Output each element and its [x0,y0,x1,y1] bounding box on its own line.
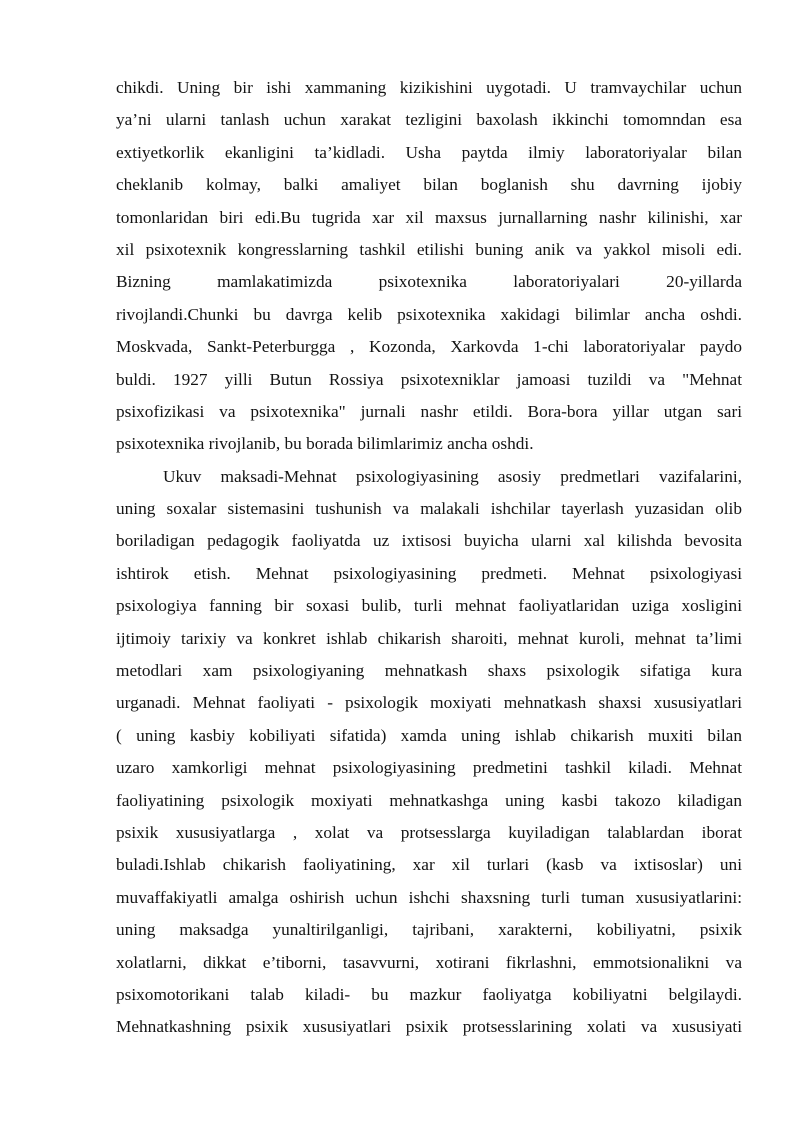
text-line: extiyetkorlik ekanligini ta’kidladi. Usha paytda ilmiy laboratoriyalar bilan [116,142,742,162]
text-line: metodlari xam psixologiyaning mehnatkash shaxs psixologik sifatiga kura [116,661,742,681]
text-line: buladi.Ishlab chikarish faoliyatining, xar xil turlari (kasb va ixtisoslar) uni [116,855,742,875]
text-line: rivojlandi.Chunki bu davrga kelib psixotexnika xakidagi bilimlar ancha oshdi. [116,304,742,324]
document-body [116,72,742,1044]
text-line: uzaro xamkorligi mehnat psixologiyasining predmetini tashkil kiladi. Mehnat [116,758,742,778]
text-line: xil psixotexnik kongresslarning tashkil etilishi buning anik va yakkol misoli edi. [116,239,742,259]
text-line: ya’ni ularni tanlash uchun xarakat tezligini baxolash ikkinchi tomomndan esa [116,110,742,130]
text-line: boriladigan pedagogik faoliyatda uz ixtisosi buyicha ularni xal kilishda bevosita [116,531,742,551]
text-line: buldi. 1927 yilli Butun Rossiya psixotexniklar jamoasi tuzildi va "Mehnat [116,369,742,389]
text-line: uning maksadga yunaltirilganligi, tajribani, xarakterni, kobiliyatni, psixik [116,920,742,940]
text-line: ( uning kasbiy kobiliyati sifatida) xamda uning ishlab chikarish muxiti bilan [116,725,742,745]
text-line: psixofizikasi va psixotexnika" jurnali nashr etildi. Bora-bora yillar utgan sari [116,401,742,421]
text-line: psixomotorikani talab kiladi- bu mazkur faoliyatga kobiliyatni belgilaydi. [116,984,742,1004]
text-line: psixologiya fanning bir soxasi bulib, turli mehnat faoliyatlaridan uziga xosligini [116,596,742,616]
text-line: ijtimoiy tarixiy va konkret ishlab chikarish sharoiti, mehnat kuroli, mehnat ta’limi [116,628,742,648]
paragraph-subject [116,461,742,1044]
text-line: tomonlaridan biri edi.Bu tugrida xar xil maxsus jurnallarning nashr kilinishi, xar [116,207,742,227]
text-line: psixik xususiyatlarga , xolat va protsesslarga kuyiladigan talablardan iborat [116,822,742,842]
text-line: Bizning mamlakatimizda psixotexnika laboratoriyalari 20-yillarda [116,272,742,292]
text-line: muvaffakiyatli amalga oshirish uchun ishchi shaxsning turli tuman xususiyatlarini: [116,887,742,907]
paragraph-history [116,72,742,461]
text-line: xolatlarni, dikkat e’tiborni, tasavvurni, xotirani fikrlashni, emmotsionalikni va [116,952,742,972]
text-line: Moskvada, Sankt-Peterburgga , Kozonda, Xarkovda 1-chi laboratoriyalar paydo [116,337,742,357]
text-line: uning soxalar sistemasini tushunish va malakali ishchilar tayerlash yuzasidan olib [116,499,742,519]
text-line: Ukuv maksadi-Mehnat psixologiyasining asosiy predmetlari vazifalarini, [163,466,742,486]
text-line: ishtirok etish. Mehnat psixologiyasining predmeti. Mehnat psixologiyasi [116,563,742,583]
text-line: cheklanib kolmay, balki amaliyet bilan boglanish shu davrning ijobiy [116,175,742,195]
text-line: Mehnatkashning psixik xususiyatlari psixik protsesslarining xolati va xususiyati [116,1017,742,1037]
text-line: psixotexnika rivojlanib, bu borada bilimlarimiz ancha oshdi. [116,434,534,454]
text-line: chikdi. Uning bir ishi xammaning kizikishini uygotadi. U tramvaychilar uchun [116,78,742,97]
text-line: urganadi. Mehnat faoliyati - psixologik moxiyati mehnatkash shaxsi xususiyatlari [116,693,742,713]
text-line: faoliyatining psixologik moxiyati mehnatkashga uning kasbi takozo kiladigan [116,790,742,810]
